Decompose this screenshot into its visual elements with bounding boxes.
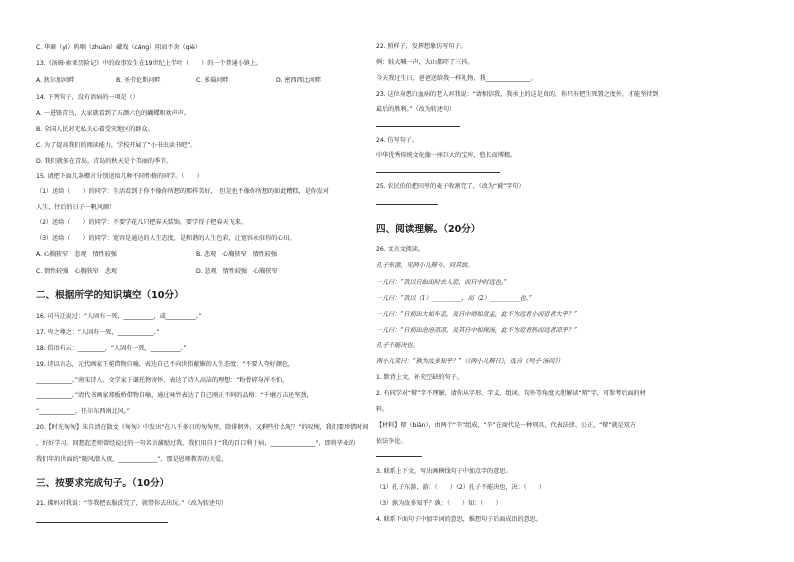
option-line: A. 一进锋青鸟，大家就看到了五颜六色的蝴蝶和欢声声。 <box>36 110 190 117</box>
question-26-3-items: （1）孔子东游，游：（ ）（2）孔子不能决也，决：（ ） <box>376 484 545 491</box>
question-26-1: 1. 默背上文，补充空缺的句子。 <box>376 374 463 381</box>
sub-item: （2）送给（ ）的同学：不要学花儿只把春天装饰，要学得子把春天飞来。 <box>36 219 247 226</box>
material-line: 依法争论。 <box>376 438 407 445</box>
question-19: 19. 诗以言志，元代画家王冕借物自喻，表达自己不向世俗献媚的人生态度：“不要人夸好颜色， <box>36 361 295 368</box>
answer-line <box>376 172 500 173</box>
section-heading: 四、阅读理解。（20分） <box>376 224 481 235</box>
sub-item: （1）送给（ ）的同学：生活看到于你不像你所想的那样美好， 但是也不像你所想的如此糟糕，是你发对 <box>36 188 329 195</box>
question-19-cont: “____________，任尔东西南北风。” <box>36 408 130 415</box>
option-line: C. 为了提高我们的阅读能力，学校开展了“小书虫读书吧”。 <box>36 142 197 149</box>
answer-line <box>376 204 438 205</box>
sub-item: （3）送给（ ）的同学：宽容是通达的人生态度，是和谐的人生色彩，让宽容永驻你的心田。 <box>36 235 296 242</box>
question-26-3-items: （3）孰为汝多知乎？孰：（ ）知：（ ） <box>376 500 502 507</box>
question-20: 20.【时光匆匆】朱自清在散文《匆匆》中发出“在八千多日的匆匆里，除徘徊外，又剩些什么呢？”的叹惋，我们要珍惜时间 <box>36 424 369 431</box>
question-26-4: 4. 联系下面句子中加字词的意思，推想句子后面成语的意思。 <box>376 516 542 523</box>
option-b: B. 圣劳伦斯河畔 <box>116 77 161 84</box>
answer-line <box>36 522 168 523</box>
question-22: 22. 照样子，发挥想象仿写句子。 <box>376 43 467 50</box>
question-20-cont: ，好好学习。回想起老师曾经说过的一句名言激励过我，我们用自于“我的百口利于病，_______________”，即将毕业的 <box>36 440 355 447</box>
classical-text-line: 两小儿笑曰：“孰为汝多知乎？”（《两小儿辩日》，选自《列子·汤问》） <box>376 358 564 365</box>
question-15: 15. 请把下面几条赠言分别送给几种不同性格的同学。（ ） <box>36 173 203 180</box>
answer-line <box>376 456 422 457</box>
option-a: A. 心胸狭窄 悲观 情性较强 <box>36 251 117 258</box>
section-heading: 三、按要求完成句子。（10分） <box>36 478 170 489</box>
question-15-options <box>36 268 356 276</box>
option-b: B. 悲观 心胸狭窄 情性较强 <box>196 251 277 258</box>
fill-line: 今天我过生日，爸爸送给我一样礼物，我_______________。 <box>376 75 537 82</box>
answer-line <box>376 126 460 127</box>
question-23-cont: 最后的胜利。”（改为转述句） <box>376 106 456 113</box>
classical-text-line: 孔子东游，见两小儿辩斗，问其故。 <box>376 262 474 269</box>
question-25: 25. 农民伯伯把田里的麦子收割完了。（改为“被”字句） <box>376 183 525 190</box>
question-13: 13.《汤姆·索亚历险记》中的故事发生在19世纪上半叶（ ）的一个普通小镇上。 <box>36 60 263 67</box>
question-15-options <box>36 251 356 259</box>
classical-text-line: 一儿曰：“我以日始出时去人近，而日中时远也。” <box>376 279 507 286</box>
option-d: D. 密西西比河畔 <box>276 77 321 84</box>
option-c: C. 多瑙河畔 <box>196 77 229 84</box>
question-19-cont: ____________。”南宋诗人、文学家于谦托物寄怀，表达了诗人高洁的理想：“粉骨碎身浑不怕， <box>36 377 289 384</box>
option-d: D. 悲观 情性较强 心胸狭窄 <box>196 268 278 275</box>
question-18: 18. 俗语有云：_________，“人固有一死，__________。” <box>36 345 187 352</box>
question-24-cont: 中华优秀传统文化像一座巨大的宝库，悠长而博精。 <box>376 152 517 159</box>
question-26-2-cont: 料。 <box>376 406 389 413</box>
question-24: 24. 仿写句子。 <box>376 137 418 144</box>
sub-item: 人生，往后的日子一帆风顺！ <box>36 204 116 211</box>
classical-text-line: 孔子不能决也。 <box>376 342 419 349</box>
question-23: 23. 这位身患白血病的老人对我说：“请相信我，我承上的这是真的，你只有把生死置之度外，才能坚持到 <box>376 91 659 98</box>
option-c: C. 情性较强 心胸狭窄 悲观 <box>36 268 118 275</box>
question-21: 21. 佛妈对我说：“等我把衣服洗完了，就带你去出玩。”（改为转述句） <box>36 500 228 507</box>
classical-text-line: 一儿曰：“日初出沧沧凉凉，及其日中如探汤，此不为近者热而远者凉乎？” <box>376 327 577 334</box>
classical-text-line: 一儿曰：“我以（1）__________，而（2）__________也。” <box>376 295 532 302</box>
option-line: B. 全国人民对无私关心着受灾地区的群众。 <box>36 126 154 133</box>
question-20-cont: 我们年的世面的“随风潜入夜，_____________”，那是恩师教养的关爱。 <box>36 456 228 463</box>
example-line: 例：蛙大喊一声，大山都吓了三抖。 <box>376 59 474 66</box>
option-line: D. 我们就多在青岛，青岛的秋天是个美丽的季节。 <box>36 158 173 165</box>
question-26: 26. 文言文阅读。 <box>376 246 424 253</box>
question-16: 16. 司马迁说过：“人固有一死，__________，或__________。” <box>36 313 202 320</box>
option-line: C. 华裔（yì）呜咽（zhuàn）藏戏（cáng）阻而不舍（qiè） <box>36 44 201 51</box>
material-line: 【材料】辩（biàn），由两个“辛”组成，“辛”在商代是一种刑具，代表法律、公正，“辩”就是双方 <box>376 422 636 429</box>
question-19-cont: ____________。”清代书画家郑板桥借物自喻，通过咏竹表达了自己刚正不阿的品格：“千磨万击还坚劲， <box>36 392 313 399</box>
question-17: 17. 卑之尊之：“人固有一死，____________。” <box>36 329 160 336</box>
section-heading: 二、根据所学的知识填空（10分） <box>36 290 184 301</box>
classical-text-line: 一儿曰：“日初出大如车盖，及日中则如盘盂，此不为远者小而近者大乎？” <box>376 311 577 318</box>
option-a: A. 狄尔加河畔 <box>36 77 75 84</box>
question-13-options <box>36 77 356 85</box>
question-14: 14. 下列句子，没有语病的一项是（） <box>36 94 139 101</box>
question-26-2: 2. 有同学对“辩”字不理解，请你从字形、字义、组词、句外等角度大胆解读“辩”字，可参考后面的材 <box>376 390 646 397</box>
question-26-3: 3. 联系上下文，写出画横线句子中加点字的意思。 <box>376 468 512 475</box>
